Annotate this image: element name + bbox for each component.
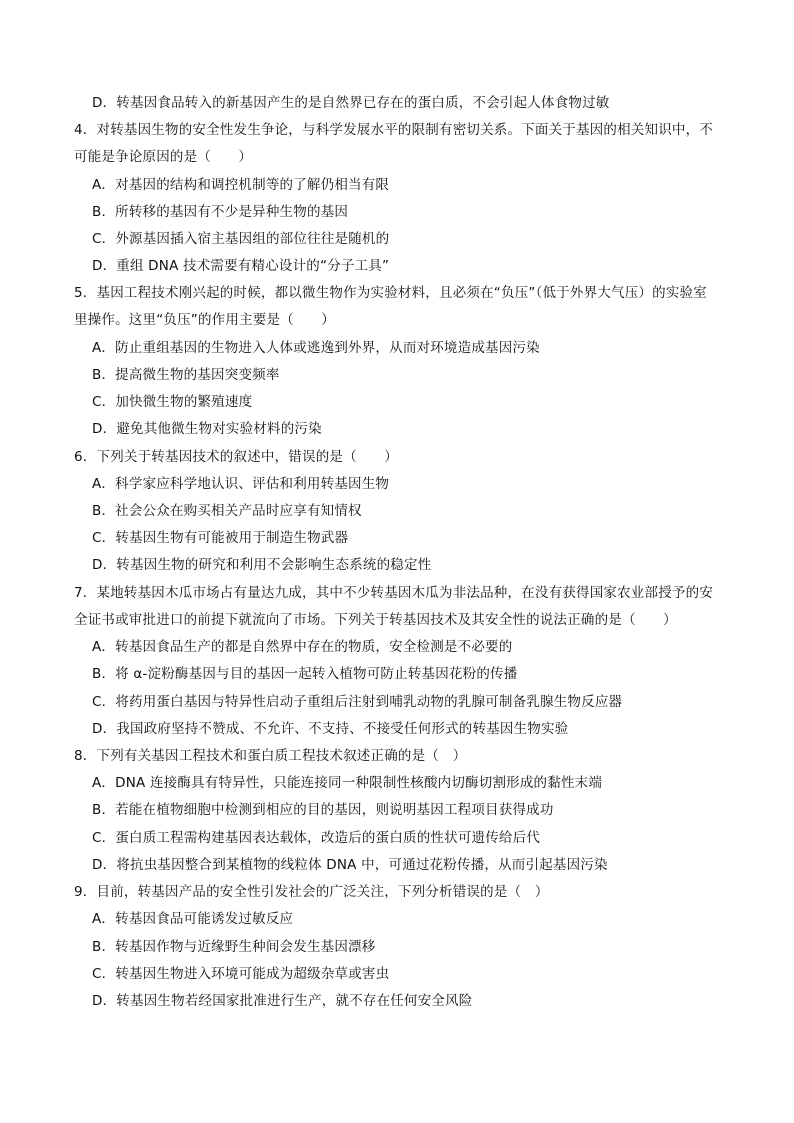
option-text: A．转基因食品可能诱发过敏反应 (92, 911, 294, 927)
question-text: 4．对转基因生物的安全性发生争论，与科学发展水平的限制有密切关系。下面关于基因的相关知识中，不 (74, 122, 713, 138)
option-text: D．转基因生物的研究和利用不会影响生态系统的稳定性 (92, 557, 432, 573)
question-text: 7．某地转基因木瓜市场占有量达九成，其中不少转基因木瓜为非法品种，在没有获得国家农业部授予的安 (74, 585, 713, 601)
option-text: C．加快微生物的繁殖速度 (92, 394, 253, 410)
option-text: C．转基因生物进入环境可能成为超级杂草或害虫 (92, 966, 390, 982)
option-text: D．转基因生物若经国家批准进行生产，就不存在任何安全风险 (92, 993, 473, 1009)
option-text: A．转基因食品生产的都是自然界中存在的物质，安全检测是不必要的 (92, 639, 513, 655)
option-text: C．蛋白质工程需构建基因表达载体，改造后的蛋白质的性状可遗传给后代 (92, 830, 541, 846)
option-text: A．DNA 连接酶具有特异性，只能连接同一种限制性核酸内切酶切割形成的黏性末端 (92, 775, 603, 791)
option-text: D．避免其他微生物对实验材料的污染 (92, 421, 322, 437)
question-text: 8．下列有关基因工程技术和蛋白质工程技术叙述正确的是（ ） (74, 748, 467, 764)
option-text: A．对基因的结构和调控机制等的了解仍相当有限 (92, 177, 390, 193)
question-text: 里操作。这里“负压”的作用主要是（ ） (74, 312, 335, 328)
option-text: D．我国政府坚持不赞成、不允许、不支持、不接受任何形式的转基因生物实验 (92, 721, 569, 737)
option-text: B．所转移的基因有不少是异种生物的基因 (92, 204, 349, 220)
question-text: 5．基因工程技术刚兴起的时候，都以微生物作为实验材料，且必须在“负压”（低于外界大气压）的实验室 (74, 285, 707, 301)
question-text: 6．下列关于转基因技术的叙述中，错误的是（ ） (74, 449, 398, 465)
question-text: 9．目前，转基因产品的安全性引发社会的广泛关注，下列分析错误的是（ ） (74, 884, 549, 900)
question-text: 全证书或审批进口的前提下就流向了市场。下列关于转基因技术及其安全性的说法正确的是（ ） (74, 612, 677, 628)
option-text: C．转基因生物有可能被用于制造生物武器 (92, 530, 349, 546)
option-text: D．将抗虫基因整合到某植物的线粒体 DNA 中，可通过花粉传播，从而引起基因污染 (92, 857, 608, 873)
option-text: D．转基因食品转入的新基因产生的是自然界已存在的蛋白质，不会引起人体食物过敏 (92, 95, 610, 111)
option-text: C．外源基因插入宿主基因组的部位往往是随机的 (92, 231, 390, 247)
option-text: D．重组 DNA 技术需要有精心设计的“分子工具” (92, 258, 390, 274)
option-text: A．防止重组基因的生物进入人体或逃逸到外界，从而对环境造成基因污染 (92, 340, 540, 356)
option-text: B．转基因作物与近缘野生种间会发生基因漂移 (92, 939, 376, 955)
option-text: B．提高微生物的基因突变频率 (92, 367, 280, 383)
question-text: 可能是争论原因的是（ ） (74, 149, 253, 165)
option-text: B．若能在植物细胞中检测到相应的目的基因，则说明基因工程项目获得成功 (92, 802, 554, 818)
option-text: B．将 α-淀粉酶基因与目的基因一起转入植物可防止转基因花粉的传播 (92, 666, 518, 682)
option-text: C．将药用蛋白基因与特异性启动子重组后注射到哺乳动物的乳腺可制备乳腺生物反应器 (92, 694, 623, 710)
option-text: B．社会公众在购买相关产品时应享有知情权 (92, 503, 362, 519)
option-text: A．科学家应科学地认识、评估和利用转基因生物 (92, 476, 390, 492)
